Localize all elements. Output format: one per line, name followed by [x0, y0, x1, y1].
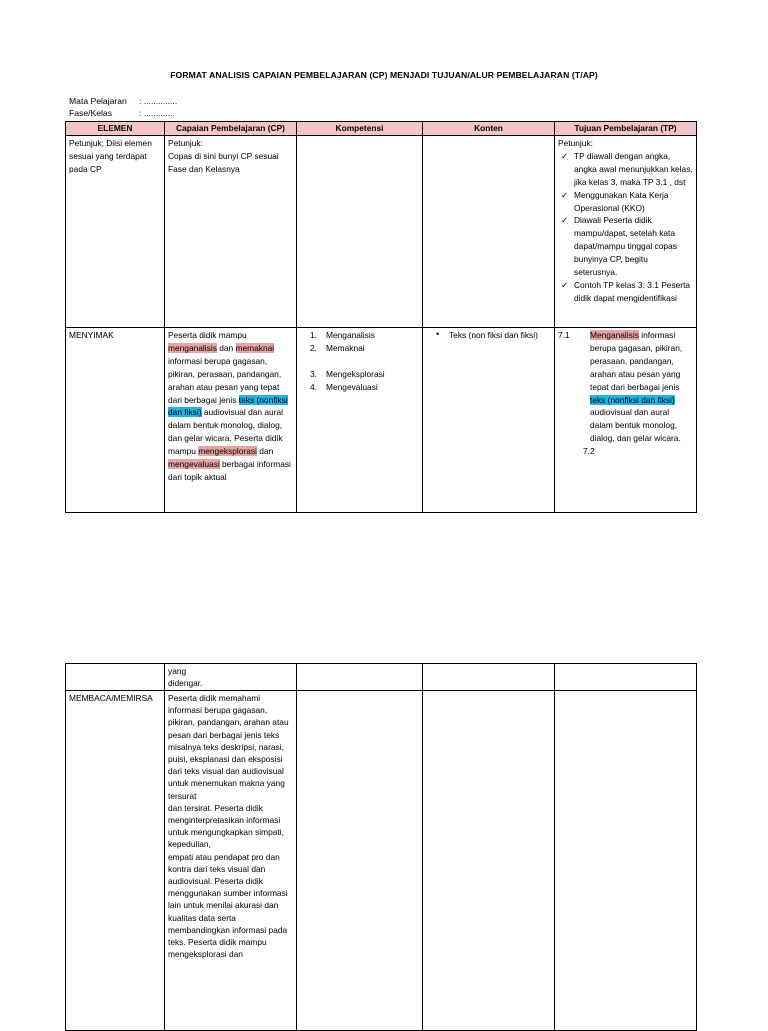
list-item [426, 329, 551, 342]
tp-text: informasi berupa gagasan, pikiran, perasaan, pandangan, arahan atau pesan yang tepat dari berbagai jenis [590, 330, 683, 392]
tp-petunjuk-title: Petunjuk: [558, 138, 593, 148]
tp-item-7-2: 7.2 [583, 446, 595, 457]
highlight-kko: mengeksplorasi [198, 446, 257, 457]
list-item [300, 329, 419, 342]
table-row-membaca [66, 691, 697, 1031]
fase-kelas-value: : ............. [139, 108, 175, 118]
tp-item-7-1 [558, 329, 693, 445]
konten-list [426, 329, 551, 342]
cell-tp-petunjuk [555, 136, 697, 328]
cell-tp-empty [555, 691, 697, 1031]
list-number: 1. [310, 330, 317, 340]
document-title: FORMAT ANALISIS CAPAIAN PEMBELAJARAN (CP) MENJADI TUJUAN/ALUR PEMBELAJARAN (T/AP) [170, 70, 598, 80]
list-item-text: Diawali Peserta didik mampu/dapat, setelah kata dapat/mampu tinggal copas bunyinya CP, begitu seterusnya. [574, 215, 677, 278]
fase-kelas-label: Fase/Kelas [69, 108, 112, 118]
cell-cp-membaca: Peserta didik memahami informasi berupa gagasan, pikiran, pandangan, arahan atau pesan dari berbagai jenis teks misalnya teks deskripsi, narasi, puisi, eksplanasi dan eksposisi dari teks visual dan audiovisual untuk menemukan makna yang tersurat dan tersirat. Peserta didik menginterpretasikan informasi untuk mengungkapkan simpati, kepedulian, empati atau pendapat pro dan kontra dari teks visual dan audiovisual. Peserta didik menggunakan sumber informasi lain untuk menilai akurasi dan kualitas data serta membandingkan informasi pada teks. Peserta didik mampu mengeksplorasi dan [165, 691, 297, 1031]
list-item [558, 214, 693, 279]
cell-konten-empty [423, 136, 555, 328]
check-icon: ✓ [561, 215, 569, 226]
list-number: 2. [310, 342, 317, 353]
check-icon: ✓ [561, 279, 569, 290]
cell-elemen-empty [66, 664, 165, 691]
list-gap [300, 355, 419, 368]
tp-number: 7.1 [558, 330, 570, 340]
list-item-text: Contoh TP kelas 3: 3.1 Peserta didik dapat mengidentifikasi [574, 279, 691, 303]
table-row-petunjuk [66, 136, 697, 328]
check-icon: ✓ [561, 150, 569, 161]
cell-kompetensi-empty [297, 136, 423, 328]
tp-petunjuk-list [558, 150, 693, 305]
bullet-icon: • [436, 329, 440, 339]
list-item [300, 381, 419, 394]
table-row-menyimak [66, 328, 697, 513]
highlight-konten: teks (nonfiksi dan fiksi) [168, 394, 288, 418]
highlight-konten: teks (nonfiksi dan fiksi) [590, 394, 675, 405]
header-kompetensi: Kompetensi [297, 122, 423, 136]
analysis-table-continued [65, 663, 697, 1031]
analysis-table [65, 121, 697, 513]
header-tp: Tujuan Pembelajaran (TP) [555, 122, 697, 136]
cell-kompetensi-empty [297, 691, 423, 1031]
highlight-kko: mengevaluasi [168, 459, 220, 470]
cp-text: berbagai informasi dari topik aktual [168, 459, 291, 482]
cp-text: dan [216, 342, 236, 353]
mata-pelajaran-label: Mata Pelajaran [69, 96, 127, 106]
cp-text: Peserta didik mampu [168, 330, 247, 340]
cp-petunjuk-text: Copas di sini bunyi CP sesuai Fase dan Kelasnya [168, 150, 279, 174]
list-number: 3. [310, 368, 317, 379]
table-row-continued [66, 664, 697, 691]
kompetensi-list [300, 329, 419, 394]
list-item-text: Teks (non fiksi dan fiksi) [449, 330, 538, 340]
fase-kelas-line [69, 108, 175, 118]
list-item-text: TP diawali dengan angka, angka awal menunjukkan kelas, jika kelas 3, maka TP 3.1 , dst [574, 150, 693, 187]
cp-text: audiovisual dan aural dalam bentuk monolog, dialog, dan gelar wicara. Peserta didik mampu [168, 407, 283, 457]
list-item [558, 150, 693, 189]
check-icon: ✓ [561, 189, 569, 200]
list-number: 4. [310, 381, 317, 392]
header-elemen: ELEMEN [66, 122, 165, 136]
list-item-text: Memaknai [326, 342, 365, 353]
cell-cp-menyimak [165, 328, 297, 513]
tp-text: audiovisual dan aural dalam bentuk monolog, dialog, dan gelar wicara. [590, 407, 681, 444]
cell-tp-empty [555, 664, 697, 691]
cell-konten-empty [423, 664, 555, 691]
cell-konten-empty [423, 691, 555, 1031]
list-item [300, 342, 419, 355]
list-item-text: Menggunakan Kata Kerja Operasional (KKO) [574, 189, 669, 213]
cell-elemen-menyimak: MENYIMAK [66, 328, 165, 513]
highlight-kko: Menganalisis [590, 330, 639, 340]
cp-petunjuk-title: Petunjuk: [168, 138, 203, 148]
cell-elemen-membaca: MEMBACA/MEMIRSA [66, 691, 165, 1031]
cell-cp-petunjuk [165, 136, 297, 328]
list-item [558, 279, 693, 305]
mata-pelajaran-value: : .............. [139, 96, 178, 106]
cell-elemen-petunjuk: Petunjuk; Diisi elemen sesuai yang terdapat pada CP [66, 136, 165, 328]
highlight-kko: memaknai [235, 342, 275, 353]
cell-kompetensi-menyimak [297, 328, 423, 513]
cell-kompetensi-empty [297, 664, 423, 691]
mata-pelajaran-line [69, 96, 177, 106]
cp-text: informasi berupa gagasan, pikiran, perasaan, pandangan, arahan atau pesan yang tepat dari berbagai jenis [168, 355, 282, 405]
cell-cp-continued: yang didengar. [165, 664, 297, 691]
table-header-row [66, 122, 697, 136]
header-konten: Konten [423, 122, 555, 136]
highlight-kko: menganalisis [168, 342, 217, 353]
header-cp: Capaian Pembelajaran (CP) [165, 122, 297, 136]
list-item-text: Mengevaluasi [326, 381, 378, 392]
list-item-text: Menganalisis [326, 330, 375, 340]
list-item [300, 368, 419, 381]
cell-konten-menyimak [423, 328, 555, 513]
cell-tp-menyimak [555, 328, 697, 513]
list-item-text: Mengeksplorasi [326, 368, 385, 379]
cp-text: dan [256, 446, 274, 457]
list-item [558, 189, 693, 215]
